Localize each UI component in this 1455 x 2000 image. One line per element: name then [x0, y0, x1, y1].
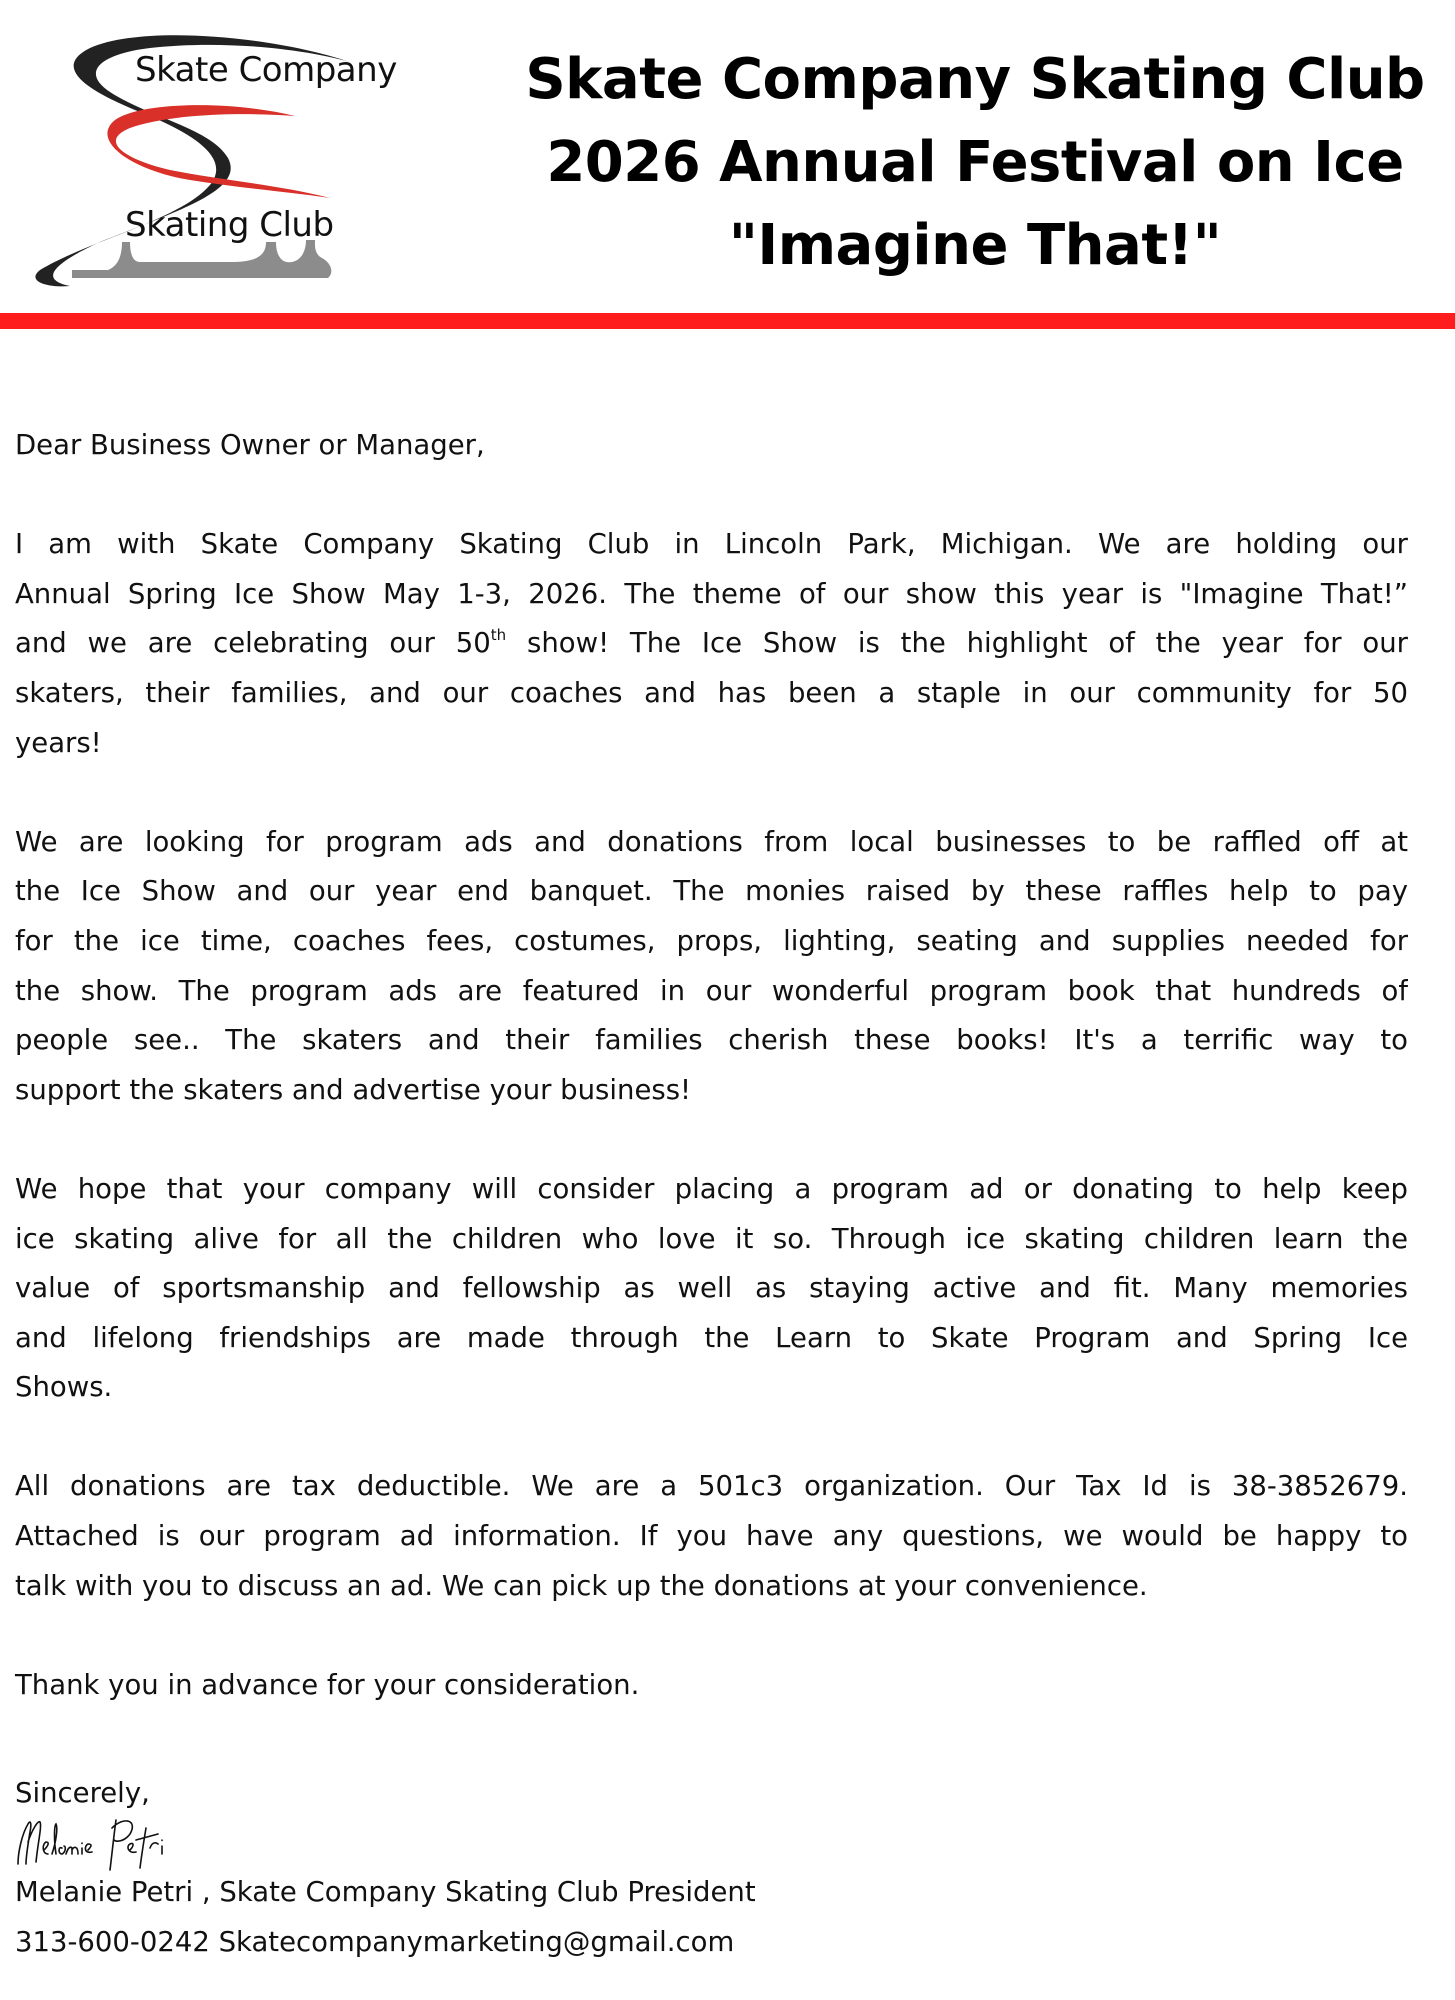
paragraph-line: All donations are tax deductible. We are a 501c3 organization. Our Tax Id is 38-3852679. [15, 1470, 1408, 1503]
paragraph-line: years! [15, 726, 102, 759]
paragraph-request [15, 818, 1408, 1116]
paragraph-line: Annual Spring Ice Show May 1-3, 2026. The theme of our show this year is "Imagine That!” [15, 577, 1408, 610]
letter-body [15, 421, 1408, 1710]
header-divider [0, 313, 1455, 329]
paragraph-line: skaters, their families, and our coaches and has been a staple in our community for 50 [15, 676, 1408, 709]
paragraph-tax-info [15, 1462, 1408, 1611]
salutation: Dear Business Owner or Manager, [15, 429, 485, 461]
paragraph-gap [15, 1413, 1408, 1463]
paragraph-line: and lifelong friendships are made through the Learn to Skate Program and Spring Ice [15, 1321, 1408, 1354]
paragraph-gap [15, 1115, 1408, 1165]
line-text: and we are celebrating our 50 [15, 627, 491, 660]
title-line-club: Skate Company Skating Club [525, 47, 1425, 112]
closing: Sincerely, [15, 1777, 150, 1809]
paragraph-line: people see.. The skaters and their families cherish these books! It's a terrific way to [15, 1024, 1408, 1057]
logo-text-skate-company: Skate Company [135, 50, 397, 90]
club-logo [30, 30, 397, 292]
logo-blade [72, 240, 331, 278]
signature-icon [12, 1812, 202, 1872]
title-line-festival: 2026 Annual Festival on Ice [546, 130, 1404, 195]
paragraph-line: Thank you in advance for your consideration. [15, 1668, 640, 1701]
paragraph-line: the Ice Show and our year end banquet. The monies raised by these raffles help to pay [15, 875, 1408, 908]
paragraph-line: support the skaters and advertise your business! [15, 1073, 692, 1106]
paragraph-line: value of sportsmanship and fellowship as well as staying active and fit. Many memories [15, 1272, 1408, 1305]
paragraph-line: talk with you to discuss an ad. We can pick up the donations at your convenience. [15, 1569, 1148, 1602]
paragraph-line: We are looking for program ads and donations from local businesses to be raffled off at [15, 825, 1408, 858]
paragraph-line: Shows. [15, 1371, 113, 1404]
logo-text-skating-club: Skating Club [125, 205, 334, 245]
paragraph-gap [15, 471, 1408, 521]
page-title [505, 38, 1445, 287]
paragraph-gap [15, 1611, 1408, 1661]
contact-line [15, 1918, 734, 1968]
paragraph-line: Attached is our program ad information. If you have any questions, we would be happy to [15, 1520, 1408, 1553]
signer-name-title: Melanie Petri , Skate Company Skating Club President [15, 1876, 756, 1908]
paragraph-intro [15, 520, 1408, 768]
paragraph-line [15, 619, 1408, 669]
email-link[interactable]: Skatecompanymarketing@gmail.com [218, 1926, 735, 1958]
title-line-theme: "Imagine That!" [728, 213, 1222, 278]
paragraph-line: the show. The program ads are featured in our wonderful program book that hundreds of [15, 974, 1408, 1007]
paragraph-hope [15, 1165, 1408, 1413]
line-text: show! The Ice Show is the highlight of the year for our [506, 627, 1408, 660]
paragraph-gap [15, 768, 1408, 818]
ordinal-suffix: th [490, 626, 507, 645]
phone-number: 313-600-0242 [15, 1926, 210, 1958]
paragraph-line: ice skating alive for all the children who love it so. Through ice skating children learn the [15, 1222, 1408, 1255]
paragraph-line: for the ice time, coaches fees, costumes, props, lighting, seating and supplies needed for [15, 924, 1408, 957]
handwritten-signature [12, 1812, 202, 1872]
paragraph-line: I am with Skate Company Skating Club in Lincoln Park, Michigan. We are holding our [15, 528, 1408, 561]
paragraph-line: We hope that your company will consider placing a program ad or donating to help keep [15, 1172, 1408, 1205]
paragraph-thanks [15, 1661, 1408, 1711]
